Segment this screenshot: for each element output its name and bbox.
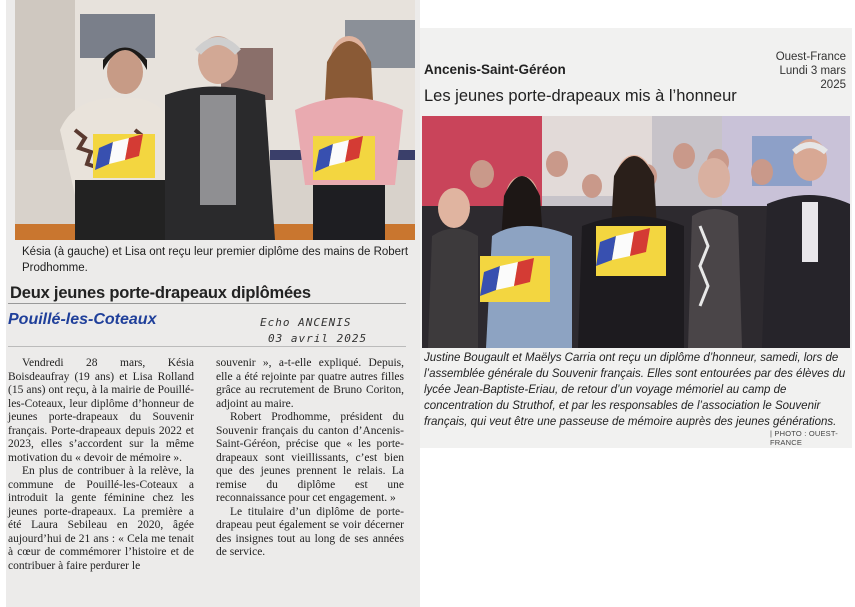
left-headline: Deux jeunes porte-drapeaux diplômées <box>10 284 311 302</box>
left-photo-caption: Késia (à gauche) et Lisa ont reçu leur premier diplôme des mains de Robert Prodhomme. <box>22 246 409 274</box>
right-article-photo <box>422 116 850 348</box>
handwritten-source: Echo ANCENIS <box>260 316 352 329</box>
right-photo-caption: Justine Bougault et Maëlys Carria ont reçu un diplôme d’honneur, samedi, lors de l’assemblée générale du Souvenir français. Elles sont entourées par des élèves du lycée Jean-Baptiste-Eriau, de retour d’un voyage mémoriel au camp de concentration du Struthof, et par les responsables de l’association le Souvenir français, qui veut être une passeuse de mémoire auprès des jeunes générations. <box>424 352 846 428</box>
left-article-column-2 <box>216 357 404 560</box>
photo-credit: | PHOTO : OUEST-FRANCE <box>770 429 838 447</box>
right-town-label: Ancenis-Saint-Géréon <box>424 62 566 77</box>
right-source-block <box>752 50 846 92</box>
handwritten-date: 03 avril 2025 <box>268 332 368 345</box>
paragraph: Vendredi 28 mars, Késia Boisdeaufray (19 ans) et Lisa Rolland (15 ans) ont reçu, à la mairie de Pouillé-les-Coteaux, leur diplôme d’honneur de jeunes porte-drapeaux du Souvenir français. Porte-drapeaux depuis 2022 et 2023, elles s’accordent sur la même motivation du « devoir de mémoire ». <box>8 357 194 464</box>
divider <box>8 346 406 347</box>
left-article-column-1 <box>8 357 194 573</box>
left-article-photo <box>15 0 415 240</box>
divider <box>8 303 406 304</box>
publication-date: Lundi 3 mars 2025 <box>779 65 846 91</box>
paragraph: Le titulaire d’un diplôme de porte-drapeau peut également se voir décerner des insignes tout au long de ses années de service. <box>216 505 404 558</box>
paragraph: souvenir », a-t-elle expliqué. Depuis, elle a été rejointe par quatre autres filles grâce au recrutement de Bruno Coriton, adjoint au maire. <box>216 357 404 410</box>
right-headline: Les jeunes porte-drapeaux mis à l’honneur <box>424 87 737 105</box>
paragraph: Robert Prodhomme, président du Souvenir français du canton d’Ancenis-Saint-Géréon, précise que « les porte-drapeaux sont vieillissants, c’est bien que des jeunes prennent le relais. La remise du diplôme est une reconnaissance pour cet engagement. » <box>216 411 404 504</box>
left-town-label: Pouillé-les-Coteaux <box>8 311 157 328</box>
newspaper-name: Ouest-France <box>775 51 846 63</box>
paragraph: En plus de contribuer à la relève, la commune de Pouillé-les-Coteaux a introduit la gente féminine chez les jeunes porte-drapeaux. La première a été Laura Sebileau en 2020, âgée aujourd’hui de 21 ans : « Cela me tenait à cœur de commémorer l’histoire et de contribuer à faire perdurer le <box>8 465 194 572</box>
